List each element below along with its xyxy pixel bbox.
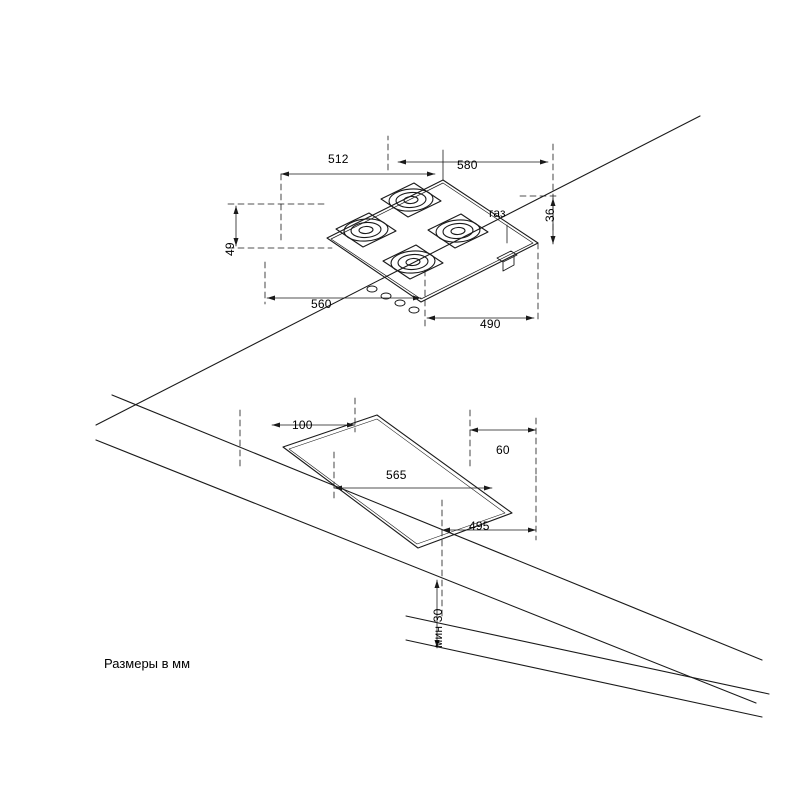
label-gas-inlet: газ	[489, 206, 506, 220]
dim-hob-depth-49: 49	[223, 242, 237, 256]
hob-dimension-lines	[228, 136, 560, 326]
worktop-geometry	[96, 116, 720, 694]
units-caption: Размеры в мм	[104, 656, 191, 671]
dim-hob-depth-36: 36	[543, 208, 557, 222]
worktop-lower-band	[406, 616, 769, 717]
dim-cutout-depth-495: 495	[469, 519, 490, 533]
dim-hob-bottom-560: 560	[311, 297, 332, 311]
dim-clearance-min-30: мин 30	[431, 608, 445, 648]
dim-hob-bottom-490: 490	[480, 317, 501, 331]
dim-cutout-offset-100: 100	[292, 418, 313, 432]
dim-hob-width-580: 580	[457, 158, 478, 172]
worktop-dimension-lines	[240, 398, 536, 648]
dim-hob-cut-512: 512	[328, 152, 349, 166]
dim-cutout-width-565: 565	[386, 468, 407, 482]
dim-cutout-offset-60: 60	[496, 443, 510, 457]
hob-top-view-geometry	[327, 180, 538, 313]
